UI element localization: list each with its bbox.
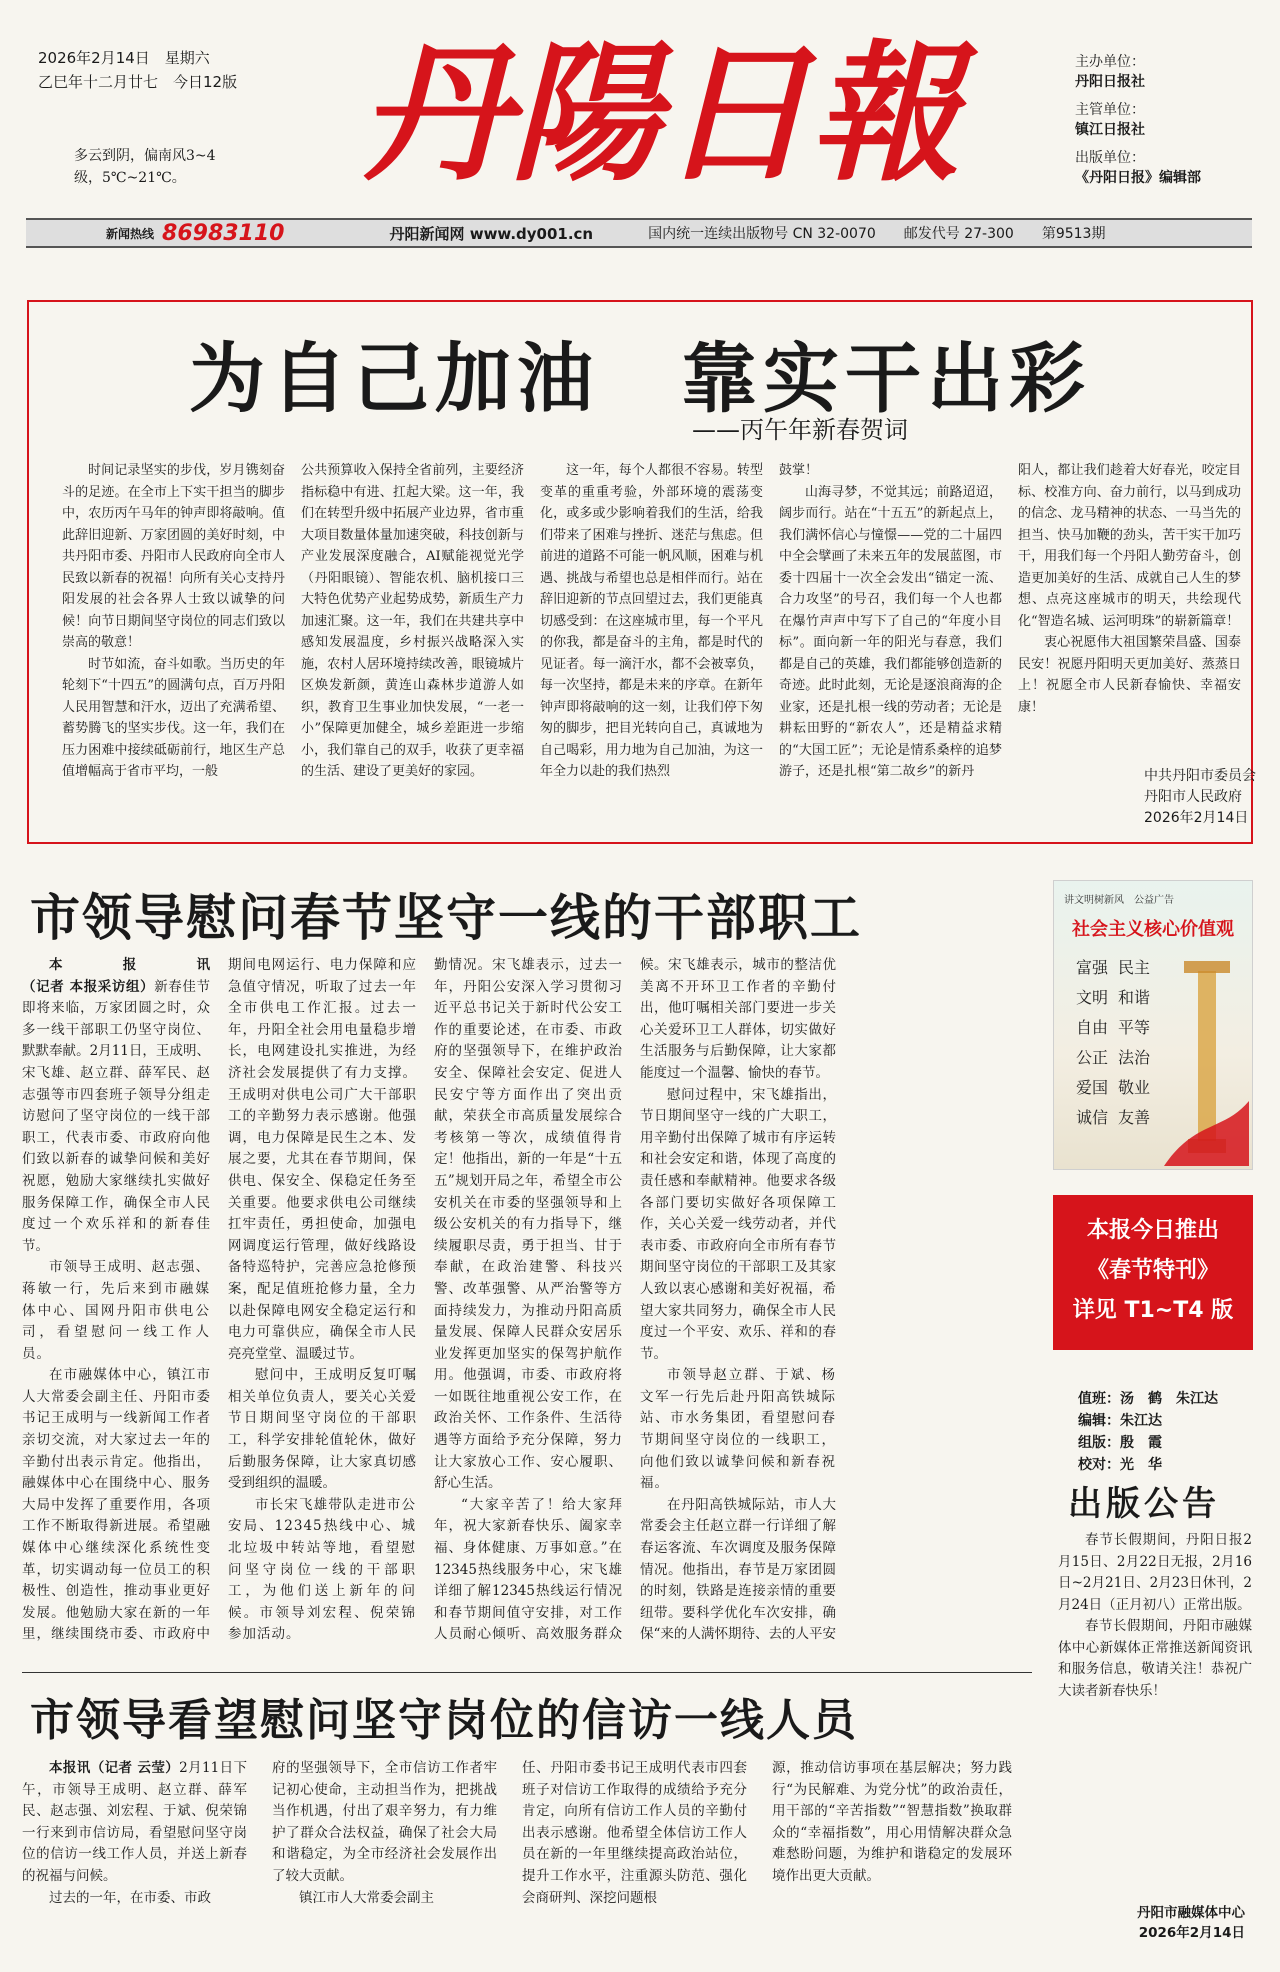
article1-column-3 [434,955,622,1645]
value-row: 富强 民主 [1076,958,1151,977]
publication-notice-body [1058,1530,1252,1702]
core-values-list [1076,953,1160,1133]
editorial-title: 为自己加油 靠实干出彩 [189,334,1091,423]
hotline-label: 新闻热线 [106,226,155,241]
publisher-label: 出版单位： [1075,150,1145,166]
paragraph: 镇江市人大常委会副主 [299,1889,434,1906]
date-block [38,46,237,94]
editorial-column-2 [301,460,524,830]
value-row: 诚信 友善 [1076,1108,1151,1127]
value-row: 自由 平等 [1076,1018,1151,1037]
article2-column-3 [522,1758,747,1958]
ad-title: 社会主义核心价值观 [1072,919,1234,940]
article2-headline: 市领导看望慰问坚守岗位的信访一线人员 [30,1695,858,1746]
editorial-column-5 [1018,460,1241,760]
article1-column-1 [22,955,210,1645]
staff-line: 值班：汤 鹤 朱江达 [1078,1391,1218,1407]
paragraph: 山海寻梦，不觉其远；前路迢迢，阔步而行。站在“十五五”的新起点上，我们满怀信心与憧憬——党的二十届四中全会擘画了未来五年的发展蓝图，市委十四届十一次全会发出“锚定一流、合力攻坚”的号召，我们每一个人也都在爆竹声声中写下了自己的“年度小目标”。面向新一年的阳光与春意，我们都是自己的英雄，我们都能够创造新的奇迹。此时此刻，无论是逐浪商海的企业家，还是扎根一线的劳动者；无论是耕耘田野的“新农人”，还是精益求精的“大国工匠”；无论是情系桑梓的追梦游子，还是扎根“第二故乡”的新丹 [779,484,1002,779]
issue-number: 第9513期 [1041,226,1106,242]
article1-column-2 [228,955,416,1645]
ad-caption: 讲文明树新风 公益广告 [1064,895,1174,906]
paragraph: 市长宋飞雄带队走进市公安局、12345热线中心、城北垃圾中转站等地，看望慰问坚守岗位一线的干部职工，为他们送上新年的问候。市领导刘宏程、倪荣锦参加活动。 [228,1496,416,1643]
publisher-info [1075,52,1201,196]
paragraph: 时间记录坚实的步伐，岁月镌刻奋斗的足迹。在全市上下实干担当的脚步中，农历丙午马年的钟声即将敲响。值此辞旧迎新、万家团圆的美好时刻，中共丹阳市委、丹阳市人民政府向全市人民致以新春的祝福！向所有关心支持丹阳发展的社会各界人士致以诚挚的问候！向节日期间坚守岗位的同志们致以崇高的敬意！ [62,463,285,650]
weather-forecast: 多云到阴，偏南风3~4级，5℃~21℃。 [74,148,216,186]
paragraph: 在丹阳高铁城际站，市人大常委会主任赵立群一行详细了解春运客流、车次调度及服务保障情况。他指出，春节是万家团圆的时刻，铁路是连接亲情的重要纽带。要科学优化车次安排，确保“来的人满怀期待、去的人平安 [640,1496,836,1643]
sponsor-label: 主办单位： [1075,54,1145,70]
signature-org: 丹阳市融媒体中心 [1137,1905,1245,1921]
supervisor-label: 主管单位： [1075,102,1145,118]
paragraph: “大家辛苦了！给大家拜年，祝大家新春快乐、阖家幸福、身体健康、万事如意。”在12345热线服务中心，宋飞雄详细了解12345热线运行情况和春节期间值守安排，对工作人员耐心倾听、高效服务群众 [434,1496,622,1643]
paragraph: 勤情况。宋飞雄表示，过去一年，丹阳公安深入学习贯彻习近平总书记关于新时代公安工作的重要论述，在市委、市政府的坚强领导下，在维护政治安全、保障社会安定、促进人民安宁等方面作出了突出贡献，荣获全市高质量发展综合考核第一等次，成绩值得肯定！他指出，新的一年是“十五五”规划开局之年，希望全市公安机关在市委的坚强领导和上级公安机关的有力指导下，继续履职尽责，勇于担当、甘于奉献，在政治建警、科技兴警、改革强警、从严治警等方面持续发力，为推动丹阳高质量发展、保障人民群众安居乐业发挥更加坚实的保驾护航作用。他强调，市委、市政府将一如既往地重视公安工作，在政治关怀、工作条件、生活待遇等方面给予充分保障，努力让大家放心工作、安心履职、舒心生活。 [434,957,622,1492]
editorial-box [27,300,1256,844]
staff-line: 校对：光 华 [1078,1457,1162,1473]
paragraph: 过去的一年，在市委、市政 [49,1889,211,1906]
paragraph: 时节如流，奋斗如歌。当历史的年轮刻下“十四五”的圆满句点，百万丹阳人民用智慧和汗水，迈出了充满希望、蓄势腾飞的坚实步伐。这一年，我们在压力困难中接续砥砺前行，地区生产总值增幅高于省市平均，一般 [62,656,285,779]
publication-notice-signature [1085,1903,1245,1943]
signature-party: 中共丹阳市委员会 [1144,768,1256,784]
public-service-ad [1053,880,1253,1170]
value-row: 文明 和谐 [1076,988,1151,1007]
signature-government: 丹阳市人民政府 [1144,789,1242,805]
editorial-column-4 [779,460,1002,830]
publisher: 《丹阳日报》编辑部 [1075,170,1201,186]
article2-column-1 [22,1758,247,1958]
date-line: 2026年2月14日 星期六 [38,49,210,67]
paragraph: 在市融媒体中心，镇江市人大常委会副主任、丹阳市委书记王成明与一线新闻工作者亲切交流，对大家过去一年的辛勤付出表示肯定。他指出，融媒体中心在围绕中心、服务大局中发挥了重要作用，各项工作不断取得新进展。希望融媒体中心继续深化系统性变革，切实调动每一位员工的积极性、创造性，推动事业更好发展。他勉励大家在新的一年里，继续围绕市委、市政府中 [22,1367,210,1643]
paragraph: 府的坚强领导下，全市信访工作者牢记初心使命，主动担当作为，把挑战当作机遇，付出了艰辛努力，有力维护了群众合法权益，确保了社会大局和谐稳定，为全市经济社会发展作出了较大贡献。 [272,1760,497,1884]
supplement-line: 详见 T1~T4 版 [1072,1298,1234,1323]
article2-column-4 [772,1758,1012,1958]
paragraph: 源，推动信访事项在基层解决；努力践行“为民解难、为党分忧”的政治责任，用干部的“辛苦指数”“智慧指数”换取群众的“幸福指数”，用心用情解决群众急难愁盼问题，为维护和谐稳定的发展环境作出更大贡献。 [772,1760,1012,1884]
paragraph: 阳人，都让我们趁着大好春光，咬定目标、校准方向、奋力前行，以马到成功的信念、龙马精神的状态、一马当先的担当、快马加鞭的劲头，苦干实干加巧干，用我们每一个丹阳人勤劳奋斗，创造更加美好的生活、成就自己人生的梦想、点亮这座城市的明天，共绘现代化“智造名城、运河明珠”的崭新篇章！ [1018,463,1241,629]
article1-column-4 [640,955,836,1645]
editorial-column-1 [62,460,285,830]
signature-date: 2026年2月14日 [1144,810,1249,826]
article-lead: 本报讯 [49,957,210,973]
news-site: 丹阳新闻网 www.dy001.cn [389,224,594,243]
staff-line: 编辑：朱江达 [1078,1413,1162,1429]
paragraph: 衷心祝愿伟大祖国繁荣昌盛、国泰民安！祝愿丹阳明天更加美好、蒸蒸日上！祝愿全市人民新春愉快、幸福安康！ [1018,635,1241,715]
masthead-logo-text: 丹陽日報 [359,26,961,196]
paragraph: 鼓掌！ [779,463,819,478]
article-byline: （记者 云莹） [90,1760,180,1776]
post-code: 邮发代号 27-300 [903,226,1014,242]
huabiao-column-icon [1164,951,1249,1166]
supplement-notice-box [1053,1195,1253,1350]
paragraph: 春节长假期间，丹阳市融媒体中心新媒体正常推送新闻资讯和服务信息，敬请关注！恭祝广大读者新春快乐！ [1058,1618,1252,1699]
staff-line: 组版：殷 霞 [1078,1435,1162,1451]
paragraph: 新春佳节即将来临，万家团圆之时，众多一线干部职工仍坚守岗位、默默奉献。2月11日，王成明、宋飞雄、赵立群、薛军民、赵志强等市四套班子领导分组走访慰问了坚守岗位的一线干部职工，代表市委、市政府向他们致以新春的诚挚问候和美好祝愿，勉励大家继续扎实做好服务保障工作，确保全市人民度过一个欢乐祥和的新春佳节。 [22,978,210,1254]
hotline-number: 86983110 [162,220,285,246]
supervisor: 镇江日报社 [1075,122,1145,138]
editorial-subtitle: ——丙午年新春贺词 [692,416,908,444]
sponsor: 丹阳日报社 [1075,74,1145,90]
staff-credits [1078,1388,1218,1476]
paragraph: 慰问过程中，宋飞雄指出，节日期间坚守一线的广大职工，用辛勤付出保障了城市有序运转和社会安定和谐，体现了高度的责任感和奉献精神。他要求各级各部门要切实做好各项保障工作，关心关爱一线劳动者，并代表市委、市政府向全市所有春节期间坚守岗位的干部职工及其家人致以衷心感谢和美好祝福，希望大家共同努力，确保全市人民度过一个平安、欢乐、祥和的春节。 [640,1086,836,1362]
paragraph: 市领导王成明、赵志强、蒋敏一行，先后来到市融媒体中心、国网丹阳市供电公司，看望慰问一线工作人员。 [22,1259,210,1362]
value-row: 爱国 敬业 [1076,1078,1151,1097]
paragraph: 市领导赵立群、于斌、杨文军一行先后赴丹阳高铁城际站、市水务集团，看望慰问春节期间坚守岗位的一线职工，向他们致以诚挚问候和新春祝福。 [640,1367,836,1492]
value-row: 公正 法治 [1076,1048,1151,1067]
lunar-date-line: 乙巳年十二月廿七 今日12版 [38,73,238,91]
editorial-signature [1144,766,1264,829]
cn-number: 国内统一连续出版物号 CN 32-0070 [648,226,876,242]
masthead-logo [300,16,1020,196]
article2-column-2 [272,1758,497,1958]
paragraph: 期间电网运行、电力保障和应急值守情况，听取了过去一年全市供电工作汇报。过去一年，丹阳全社会用电量稳步增长，电网建设扎实推进，为经济社会发展提供了有力支撑。王成明对供电公司广大干部职工的辛勤努力表示感谢。他强调，电力保障是民生之本、发展之要，尤其在春节期间，保供电、保安全、保稳定任务至关重要。他要求供电公司继续扛牢责任，勇担使命，加强电网调度运行管理，做好线路设备特巡特护，完善应急抢修预案，配足值班抢修力量，全力以赴保障电网安全稳定运行和电力可靠供应，确保全市人民亮亮堂堂、温暖过节。 [228,957,416,1362]
paragraph: 2月11日下午，市领导王成明、赵立群、薛军民、赵志强、刘宏程、于斌、倪荣锦一行来到市信访局，看望慰问坚守岗位的信访一线工作人员，并送上新春的祝福与问候。 [22,1760,247,1884]
article-byline: （记者 本报采访组） [22,978,155,995]
supplement-line: 本报今日推出 [1086,1218,1219,1243]
paragraph: 春节长假期间，丹阳日报2月15日、2月22日无报，2月16日~2月21日、2月23日休刊，2月24日（正月初八）正常出版。 [1058,1532,1252,1613]
section-divider [22,1672,1032,1673]
supplement-line: 《春节特刊》 [1086,1258,1219,1283]
editorial-column-3 [540,460,763,830]
info-bar [26,218,1252,248]
publication-notice-title: 出版公告 [1068,1484,1220,1524]
article-lead: 本报讯 [49,1760,91,1776]
paragraph: 慰问中，王成明反复叮嘱相关单位负责人，要关心关爱节日期间坚守岗位的干部职工，科学安排轮值轮休，做好后勤服务保障，让大家真切感受到组织的温暖。 [228,1367,416,1492]
paragraph: 候。宋飞雄表示，城市的整洁优美离不开环卫工作者的辛勤付出，他叮嘱相关部门要进一步关心关爱环卫工人群体，切实做好生活服务与后勤保障，让大家都能度过一个温馨、愉快的春节。 [640,957,836,1081]
paragraph: 公共预算收入保持全省前列，主要经济指标稳中有进、扛起大梁。这一年，我们在转型升级中拓展产业边界，省市重大项目数量体量加速突破，科技创新与产业发展深度融合，AI赋能视觉光学（丹阳眼镜）、智能农机、脑机接口三大特色优势产业起势成势，新质生产力加速汇聚。这一年，我们在共建共享中感知发展温度，乡村振兴战略深入实施，农村人居环境持续改善，眼镜城片区焕发新颜，黄连山森林步道游人如织，教育卫生事业加快发展，“一老一小”保障更加健全，城乡差距进一步缩小，我们靠自己的双手，收获了更幸福的生活、建设了更美好的家园。 [301,463,524,779]
paragraph: 任、丹阳市委书记王成明代表市四套班子对信访工作取得的成绩给予充分肯定，向所有信访工作人员的辛勤付出表示感谢。他希望全体信访工作人员在新的一年里继续提高政治站位，提升工作水平，注重源头防范、强化会商研判、深挖问题根 [522,1760,747,1906]
paragraph: 这一年，每个人都很不容易。转型变革的重重考验，外部环境的震荡变化，或多或少影响着我们的生活，给我们带来了困难与挫折、迷茫与焦虑。但前进的道路不可能一帆风顺，困难与机遇、挑战与希望也总是相伴而行。站在辞旧迎新的节点回望过去，我们更能真切感受到：在这座城市里，每一个平凡的你我，都是奋斗的主角，都是时代的见证者。每一滴汗水，都不会被辜负，每一次坚持，都是未来的序章。在新年钟声即将敲响的这一刻，让我们停下匆匆的脚步，把目光转向自己，真诚地为自己喝彩，用力地为自己加油，为这一年全力以赴的我们热烈 [540,463,763,779]
article1-headline: 市领导慰问春节坚守一线的干部职工 [30,889,862,947]
signature-date: 2026年2月14日 [1138,1925,1245,1941]
